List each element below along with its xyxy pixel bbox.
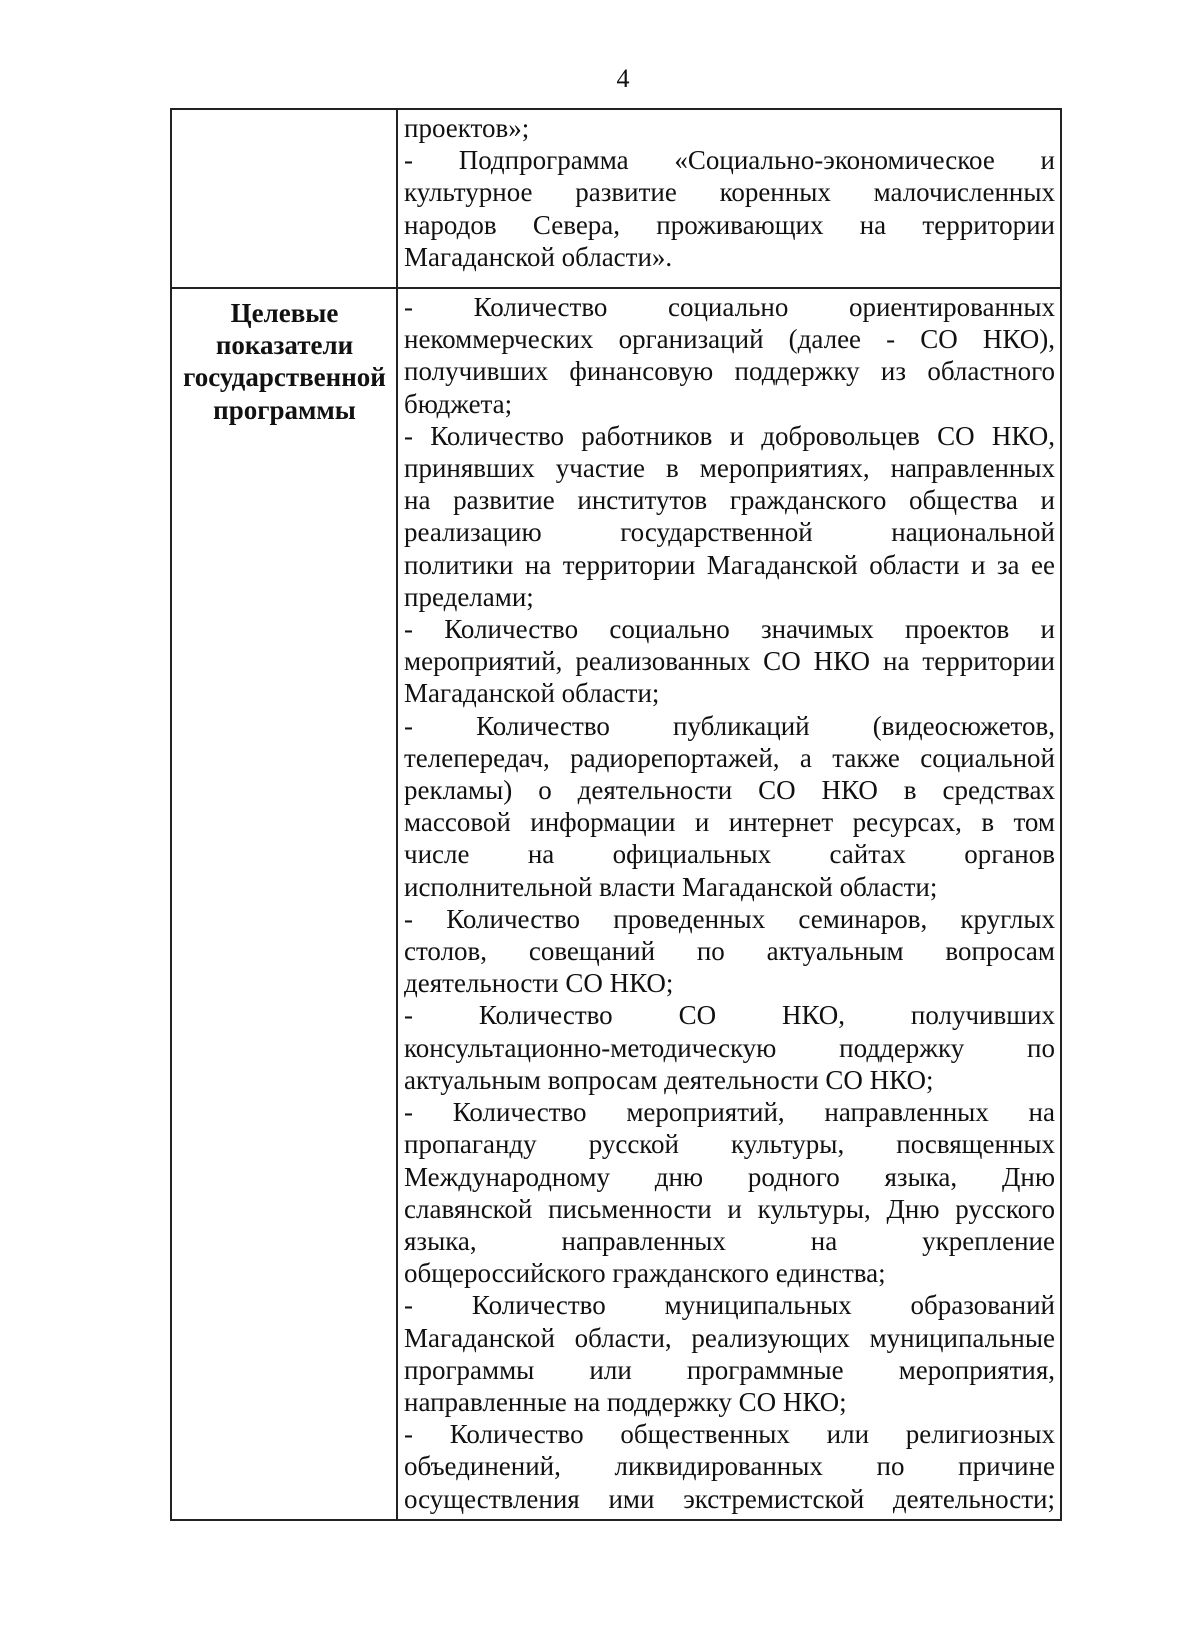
content-line: Магаданской области». xyxy=(404,241,673,272)
content-line: телепередач, радиорепортажей, а также социальной xyxy=(404,742,1055,773)
content-line: Магаданской области, реализующих муниципальные xyxy=(404,1322,1055,1353)
row-content-cell xyxy=(397,288,1061,1520)
content-line: - Количество муниципальных образований xyxy=(404,1290,1055,1321)
content-line: массовой информации и интернет ресурсах, в том xyxy=(404,807,1055,838)
content-line: числе на официальных сайтах органов xyxy=(404,839,1055,870)
row-label-line: показатели xyxy=(215,330,354,361)
table-row xyxy=(171,109,1061,288)
content-line: - Количество общественных или религиозных xyxy=(404,1419,1055,1450)
content-line: - Количество публикаций (видеосюжетов, xyxy=(404,710,1055,741)
content-line: Магаданской области; xyxy=(404,678,660,709)
content-line: - Количество работников и добровольцев СО НКО, xyxy=(404,420,1055,451)
row-content-cell xyxy=(397,109,1061,288)
content-line: - Количество проведенных семинаров, круглых xyxy=(404,903,1055,934)
content-line: проектов»; xyxy=(404,113,530,143)
content-line: рекламы) о деятельности СО НКО в средствах xyxy=(404,775,1055,806)
content-line: славянской письменности и культуры, Дню русского xyxy=(404,1193,1055,1224)
content-line: деятельности СО НКО; xyxy=(404,968,674,999)
content-line: пределами; xyxy=(404,581,534,612)
content-line: актуальным вопросам деятельности СО НКО; xyxy=(404,1064,934,1095)
page-number: 4 xyxy=(616,64,630,93)
content-line: программы или программные мероприятия, xyxy=(404,1354,1055,1385)
row-label-cell xyxy=(171,288,397,1520)
content-line: осуществления ими экстремистской деятельности; xyxy=(404,1483,1055,1514)
content-line: языка, направленных на укрепление xyxy=(404,1225,1055,1256)
content-line: на развитие институтов гражданского общества и xyxy=(404,485,1055,516)
row-label-line: государственной xyxy=(183,362,386,393)
content-line: объединений, ликвидированных по причине xyxy=(404,1451,1055,1482)
content-line: реализацию государственной национальной xyxy=(404,517,1055,548)
content-line: мероприятий, реализованных СО НКО на территории xyxy=(404,646,1055,677)
content-line: общероссийского гражданского единства; xyxy=(404,1258,886,1289)
content-line: - Количество социально ориентированных xyxy=(404,292,1055,323)
content-line: столов, совещаний по актуальным вопросам xyxy=(404,936,1055,967)
content-line: получивших финансовую поддержку из областного xyxy=(404,356,1055,387)
content-line: направленные на поддержку СО НКО; xyxy=(404,1386,847,1417)
content-line: культурное развитие коренных малочисленных xyxy=(404,177,1055,208)
content-line: Международному дню родного языка, Дню xyxy=(404,1161,1055,1192)
content-line: народов Севера, проживающих на территории xyxy=(404,209,1055,240)
content-line: - Количество мероприятий, направленных на xyxy=(404,1097,1055,1128)
table-row xyxy=(171,288,1061,1520)
content-line: - Количество социально значимых проектов и xyxy=(404,614,1055,645)
content-line: консультационно-методическую поддержку по xyxy=(404,1032,1055,1063)
content-line: исполнительной власти Магаданской области; xyxy=(404,871,938,902)
content-line: принявших участие в мероприятиях, направленных xyxy=(404,453,1055,484)
row-label-line: программы xyxy=(213,394,356,425)
content-line: некоммерческих организаций (далее - СО НКО), xyxy=(404,324,1055,355)
row-label-cell xyxy=(171,109,397,288)
content-line: пропаганду русской культуры, посвященных xyxy=(404,1129,1055,1160)
program-passport-table xyxy=(170,108,1062,1521)
content-line: - Подпрограмма «Социально-экономическое и xyxy=(404,145,1055,176)
content-line: бюджета; xyxy=(404,388,513,419)
row-label-line: Целевые xyxy=(230,298,339,329)
content-line: - Количество СО НКО, получивших xyxy=(404,1000,1055,1031)
content-line: политики на территории Магаданской области и за ее xyxy=(404,549,1055,580)
